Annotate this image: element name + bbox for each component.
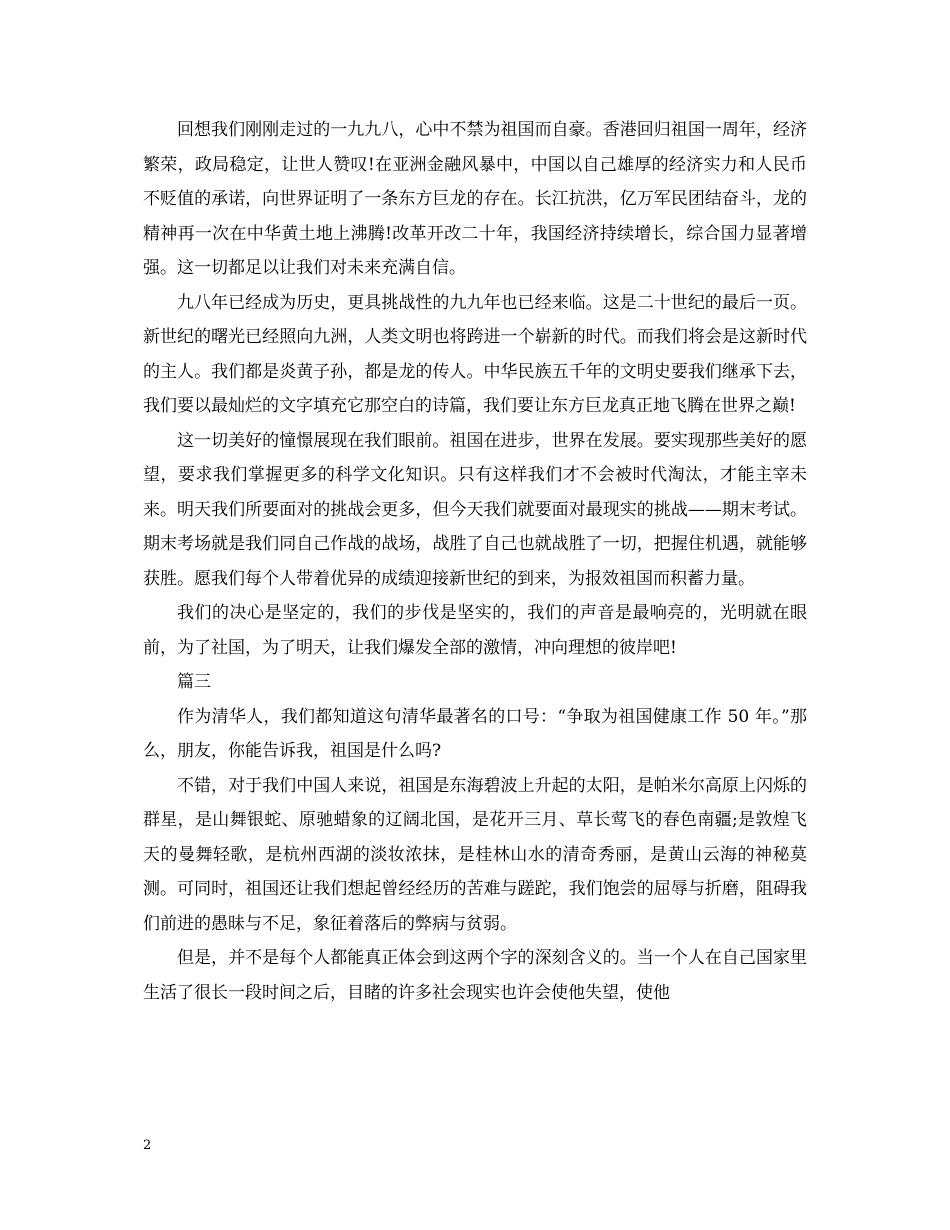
paragraph: 我们的决心是坚定的，我们的步伐是坚实的，我们的声音是最响亮的，光明就在眼前，为了社国，为了明天，让我们爆发全部的激情，冲向理想的彼岸吧! [143, 603, 807, 658]
paragraph: 但是，并不是每个人都能真正体会到这两个字的深刻含义的。当一个人在自己国家里生活了很长一段时间之后，目睹的许多社会现实也许会使他失望，使他 [143, 948, 807, 1003]
paragraph: 作为清华人，我们都知道这句清华最著名的口号：“争取为祖国健康工作 50 年。”那么，朋友，你能告诉我，祖国是什么吗? [143, 706, 807, 761]
paragraph: 不错，对于我们中国人来说，祖国是东海碧波上升起的太阳，是帕米尔高原上闪烁的群星，是山舞银蛇、原驰蜡象的辽阔北国，是花开三月、草长莺飞的春色南疆;是敦煌飞天的曼舞轻歌，是杭州西湖的淡妆浓抹，是桂林山水的清奇秀丽，是黄山云海的神秘莫测。可同时，祖国还让我们想起曾经经历的苦难与蹉跎，我们饱尝的屈辱与折磨，阻碍我们前进的愚昧与不足，象征着落后的弊病与贫弱。 [143, 775, 807, 934]
page-number: 2 [143, 1138, 152, 1153]
section-heading: 篇三 [177, 672, 211, 692]
body-text [143, 113, 807, 1010]
paragraph: 九八年已经成为历史，更具挑战性的九九年也已经来临。这是二十世纪的最后一页。新世纪的曙光已经照向九洲，人类文明也将跨进一个崭新的时代。而我们将会是这新时代的主人。我们都是炎黄子孙，都是龙的传人。中华民族五千年的文明史要我们继承下去，我们要以最灿烂的文字填充它那空白的诗篇，我们要让东方巨龙真正地飞腾在世界之巅! [143, 292, 807, 416]
paragraph: 回想我们刚刚走过的一九九八，心中不禁为祖国而自豪。香港回归祖国一周年，经济繁荣，政局稳定，让世人赞叹!在亚洲金融风暴中，中国以自己雄厚的经济实力和人民币不贬值的承诺，向世界证明了一条东方巨龙的存在。长江抗洪，亿万军民团结奋斗，龙的精神再一次在中华黄土地上沸腾!改革开改二十年，我国经济持续增长，综合国力显著增强。这一切都足以让我们对未来充满自信。 [143, 120, 807, 278]
paragraph: 这一切美好的憧憬展现在我们眼前。祖国在进步，世界在发展。要实现那些美好的愿望，要求我们掌握更多的科学文化知识。只有这样我们才不会被时代淘汰，才能主宰未来。明天我们所要面对的挑战会更多，但今天我们就要面对最现实的挑战——期末考试。期末考场就是我们同自己作战的战场，战胜了自己也就战胜了一切，把握住机遇，就能够获胜。愿我们每个人带着优异的成绩迎接新世纪的到来，为报效祖国而积蓄力量。 [143, 430, 807, 589]
